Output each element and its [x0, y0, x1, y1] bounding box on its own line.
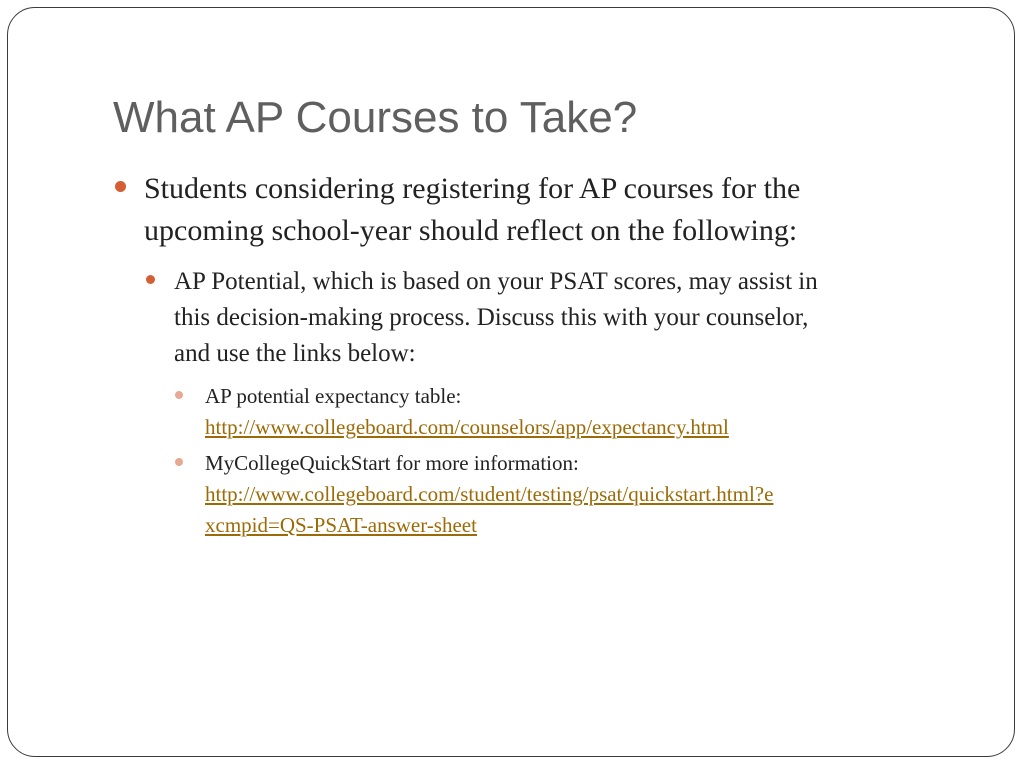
bullet-level1 — [113, 168, 963, 252]
bullet-text-line: and use the links below: — [174, 340, 416, 367]
quickstart-link-part2[interactable]: xcmpid=QS-PSAT-answer-sheet — [205, 513, 477, 537]
bullet-dot-icon — [115, 181, 126, 192]
expectancy-table-link[interactable]: http://www.collegeboard.com/counselors/app/expectancy.html — [205, 415, 729, 439]
bullet-level3-expectancy — [174, 381, 963, 443]
slide-title: What AP Courses to Take? — [113, 93, 638, 142]
bullet-dot-icon — [175, 458, 183, 466]
bullet-label: MyCollegeQuickStart for more information: — [205, 451, 579, 475]
quickstart-link-part1[interactable]: http://www.collegeboard.com/student/testing/psat/quickstart.html?e — [205, 482, 774, 506]
bullet-text-line: AP Potential, which is based on your PSAT scores, may assist in — [174, 268, 818, 295]
bullet-level2 — [144, 264, 963, 372]
bullet-text-line: this decision-making process. Discuss this with your counselor, — [174, 304, 809, 331]
slide-content — [113, 168, 963, 541]
bullet-label: AP potential expectancy table: — [205, 384, 462, 408]
bullet-text-line: upcoming school-year should reflect on the following: — [144, 214, 798, 247]
bullet-text-line: Students considering registering for AP courses for the — [144, 172, 801, 205]
bullet-level3-quickstart — [174, 448, 963, 541]
bullet-dot-icon — [146, 275, 155, 284]
bullet-dot-icon — [175, 391, 183, 399]
